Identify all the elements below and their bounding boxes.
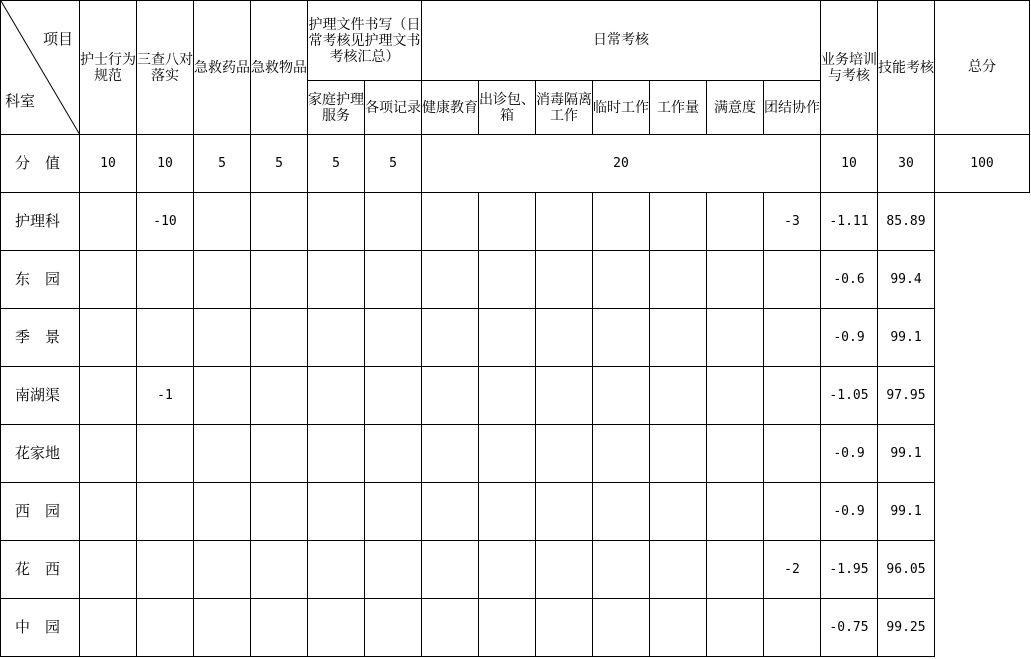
cell-total: 96.05: [878, 541, 935, 599]
cell-empty: [251, 483, 308, 541]
department-name: 中 园: [1, 599, 80, 657]
cell-empty: [707, 193, 764, 251]
cell-training: -2: [764, 541, 821, 599]
cell-empty: [80, 309, 137, 367]
cell-empty: [593, 541, 650, 599]
header-records: 各项记录: [365, 81, 422, 135]
cell-empty: [650, 251, 707, 309]
cell-empty: [194, 251, 251, 309]
cell-empty: [365, 483, 422, 541]
department-name: 花家地: [1, 425, 80, 483]
cell-empty: [707, 425, 764, 483]
cell-empty: [422, 309, 479, 367]
score-row: [1, 135, 1030, 193]
cell-empty: [365, 541, 422, 599]
cell-empty: [194, 483, 251, 541]
header-temporary-work: 临时工作: [593, 81, 650, 135]
header-visit-kit: 出诊包、箱: [479, 81, 536, 135]
cell-three-checks: [137, 599, 194, 657]
cell-empty: [707, 483, 764, 541]
cell-empty: [593, 367, 650, 425]
cell-empty: [80, 599, 137, 657]
cell-training: [764, 367, 821, 425]
cell-empty: [308, 599, 365, 657]
cell-empty: [251, 599, 308, 657]
cell-empty: [365, 367, 422, 425]
score-value: 10: [80, 135, 137, 193]
cell-empty: [80, 541, 137, 599]
header-disinfection: 消毒隔离工作: [536, 81, 593, 135]
cell-empty: [308, 483, 365, 541]
cell-skills: -0.9: [821, 425, 878, 483]
header-satisfaction: 满意度: [707, 81, 764, 135]
header-nursing-docs-group: 护理文件书写（日常考核见护理文书考核汇总）: [308, 1, 422, 81]
cell-skills: -1.05: [821, 367, 878, 425]
score-value: 5: [251, 135, 308, 193]
cell-empty: [650, 367, 707, 425]
cell-empty: [593, 193, 650, 251]
cell-empty: [593, 425, 650, 483]
cell-total: 99.4: [878, 251, 935, 309]
cell-three-checks: [137, 309, 194, 367]
cell-training: [764, 309, 821, 367]
cell-empty: [479, 251, 536, 309]
cell-skills: -1.95: [821, 541, 878, 599]
cell-empty: [593, 483, 650, 541]
cell-empty: [251, 425, 308, 483]
header-emergency-items: 急救物品: [251, 1, 308, 135]
score-value: 30: [878, 135, 935, 193]
cell-empty: [251, 309, 308, 367]
cell-empty: [650, 425, 707, 483]
cell-empty: [80, 193, 137, 251]
cell-empty: [707, 541, 764, 599]
cell-empty: [80, 425, 137, 483]
table-row: [1, 599, 1030, 657]
cell-empty: [308, 541, 365, 599]
cell-empty: [536, 541, 593, 599]
cell-empty: [479, 309, 536, 367]
cell-empty: [707, 599, 764, 657]
department-name: 护理科: [1, 193, 80, 251]
table-row: [1, 251, 1030, 309]
department-rows: [1, 193, 1030, 657]
cell-three-checks: [137, 541, 194, 599]
cell-empty: [251, 251, 308, 309]
department-name: 花 西: [1, 541, 80, 599]
cell-three-checks: [137, 483, 194, 541]
cell-empty: [707, 367, 764, 425]
cell-empty: [251, 541, 308, 599]
cell-empty: [251, 193, 308, 251]
cell-empty: [422, 541, 479, 599]
header-workload: 工作量: [650, 81, 707, 135]
score-label: 分 值: [1, 135, 80, 193]
cell-empty: [308, 309, 365, 367]
cell-empty: [593, 309, 650, 367]
cell-empty: [365, 251, 422, 309]
corner-department-label: 科室: [5, 92, 36, 110]
score-value-total: 100: [935, 135, 1030, 193]
header-teamwork: 团结协作: [764, 81, 821, 135]
cell-empty: [308, 425, 365, 483]
cell-empty: [707, 251, 764, 309]
header-three-checks: 三查八对落实: [137, 1, 194, 135]
header-home-care: 家庭护理服务: [308, 81, 365, 135]
cell-skills: -0.75: [821, 599, 878, 657]
cell-empty: [479, 367, 536, 425]
cell-three-checks: -10: [137, 193, 194, 251]
table-row: [1, 541, 1030, 599]
cell-empty: [479, 541, 536, 599]
table-row: [1, 193, 1030, 251]
cell-empty: [536, 425, 593, 483]
cell-empty: [308, 251, 365, 309]
cell-empty: [479, 425, 536, 483]
cell-empty: [194, 309, 251, 367]
cell-empty: [194, 541, 251, 599]
cell-empty: [194, 367, 251, 425]
cell-skills: -1.11: [821, 193, 878, 251]
cell-empty: [650, 541, 707, 599]
score-value: 5: [365, 135, 422, 193]
cell-empty: [479, 599, 536, 657]
header-nurse-conduct: 护士行为规范: [80, 1, 137, 135]
department-name: 南湖渠: [1, 367, 80, 425]
cell-skills: -0.9: [821, 483, 878, 541]
cell-empty: [536, 309, 593, 367]
header-health-education: 健康教育: [422, 81, 479, 135]
header-skills: 技能考核: [878, 1, 935, 135]
department-name: 西 园: [1, 483, 80, 541]
header-total: 总分: [935, 1, 1030, 135]
cell-empty: [194, 425, 251, 483]
cell-three-checks: [137, 425, 194, 483]
cell-three-checks: -1: [137, 367, 194, 425]
cell-empty: [194, 599, 251, 657]
cell-empty: [365, 193, 422, 251]
cell-three-checks: [137, 251, 194, 309]
cell-empty: [365, 599, 422, 657]
cell-empty: [251, 367, 308, 425]
cell-total: 99.1: [878, 483, 935, 541]
cell-total: 97.95: [878, 367, 935, 425]
score-value: 10: [137, 135, 194, 193]
cell-empty: [194, 193, 251, 251]
cell-empty: [80, 251, 137, 309]
cell-empty: [365, 309, 422, 367]
cell-empty: [422, 483, 479, 541]
cell-empty: [536, 599, 593, 657]
cell-empty: [707, 309, 764, 367]
header-emergency-drugs: 急救药品: [194, 1, 251, 135]
cell-empty: [422, 251, 479, 309]
cell-empty: [308, 367, 365, 425]
corner-header-cell: [1, 1, 80, 135]
cell-empty: [650, 599, 707, 657]
corner-project-label: 项目: [42, 30, 73, 48]
cell-empty: [593, 251, 650, 309]
cell-training: [764, 599, 821, 657]
cell-empty: [365, 425, 422, 483]
cell-total: 99.1: [878, 425, 935, 483]
cell-empty: [650, 483, 707, 541]
header-row-1: [1, 1, 1030, 81]
cell-empty: [308, 193, 365, 251]
cell-total: 85.89: [878, 193, 935, 251]
cell-empty: [479, 193, 536, 251]
table-row: [1, 483, 1030, 541]
header-daily-assessment-group: 日常考核: [422, 1, 821, 81]
department-name: 东 园: [1, 251, 80, 309]
cell-empty: [422, 425, 479, 483]
cell-training: -3: [764, 193, 821, 251]
cell-empty: [593, 599, 650, 657]
cell-skills: -0.9: [821, 309, 878, 367]
score-value: 5: [308, 135, 365, 193]
cell-training: [764, 425, 821, 483]
cell-training: [764, 251, 821, 309]
cell-empty: [80, 367, 137, 425]
cell-skills: -0.6: [821, 251, 878, 309]
cell-empty: [422, 367, 479, 425]
cell-empty: [650, 309, 707, 367]
table-row: [1, 309, 1030, 367]
cell-empty: [536, 483, 593, 541]
table-row: [1, 367, 1030, 425]
cell-empty: [536, 367, 593, 425]
cell-empty: [650, 193, 707, 251]
cell-total: 99.25: [878, 599, 935, 657]
cell-empty: [422, 599, 479, 657]
table-row: [1, 425, 1030, 483]
corner-diagonal-line: [1, 1, 80, 135]
cell-empty: [479, 483, 536, 541]
score-value: 10: [821, 135, 878, 193]
header-training: 业务培训与考核: [821, 1, 878, 135]
cell-total: 99.1: [878, 309, 935, 367]
cell-empty: [422, 193, 479, 251]
cell-empty: [80, 483, 137, 541]
cell-training: [764, 483, 821, 541]
cell-empty: [536, 251, 593, 309]
department-name: 季 景: [1, 309, 80, 367]
cell-empty: [536, 193, 593, 251]
score-value-daily: 20: [422, 135, 821, 193]
score-value: 5: [194, 135, 251, 193]
